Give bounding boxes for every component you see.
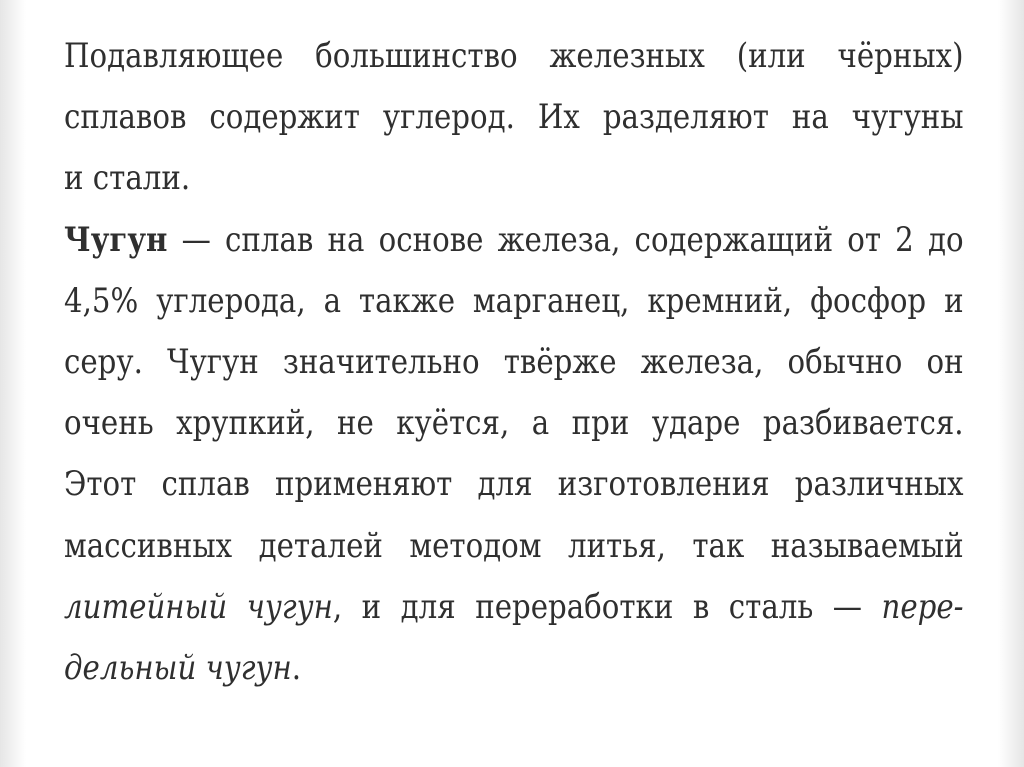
- text-line: 4,5% углерода, а также марганец, кремний, фосфор и: [64, 280, 964, 321]
- term-cast-iron: Чугун: [64, 219, 168, 260]
- text-line: очень хрупкий, не куётся, а при ударе разбивается.: [64, 403, 964, 444]
- right-edge-shadow: [998, 0, 1024, 767]
- text-line: Подавляющее большинство железных (или чёрных): [64, 36, 964, 76]
- text-line: серу. Чугун значительно твёрже железа, обычно он: [64, 341, 964, 382]
- left-edge-shadow: [0, 0, 26, 767]
- text-line-definition: [64, 210, 964, 271]
- text-fragment: , и для переработки в сталь —: [332, 586, 882, 627]
- text-line: [64, 577, 964, 638]
- text-line: [64, 638, 964, 699]
- term-conversion-iron-part2: дельный чугун: [64, 647, 292, 688]
- text-fragment: .: [291, 647, 302, 688]
- text-line: Этот сплав применяют для изготовления различных: [64, 464, 964, 505]
- definition-text: — сплав на основе железа, содержащий от 2 до: [167, 219, 964, 260]
- text-line: и стали.: [64, 158, 191, 199]
- term-conversion-iron-part1: пере-: [881, 586, 964, 627]
- term-foundry-iron: литейный чугун: [64, 586, 333, 627]
- text-line: массивных деталей методом литья, так называемый: [64, 525, 964, 566]
- document-text: [64, 26, 964, 699]
- text-line: сплавов содержит углерод. Их разделяют на чугуны: [64, 97, 964, 138]
